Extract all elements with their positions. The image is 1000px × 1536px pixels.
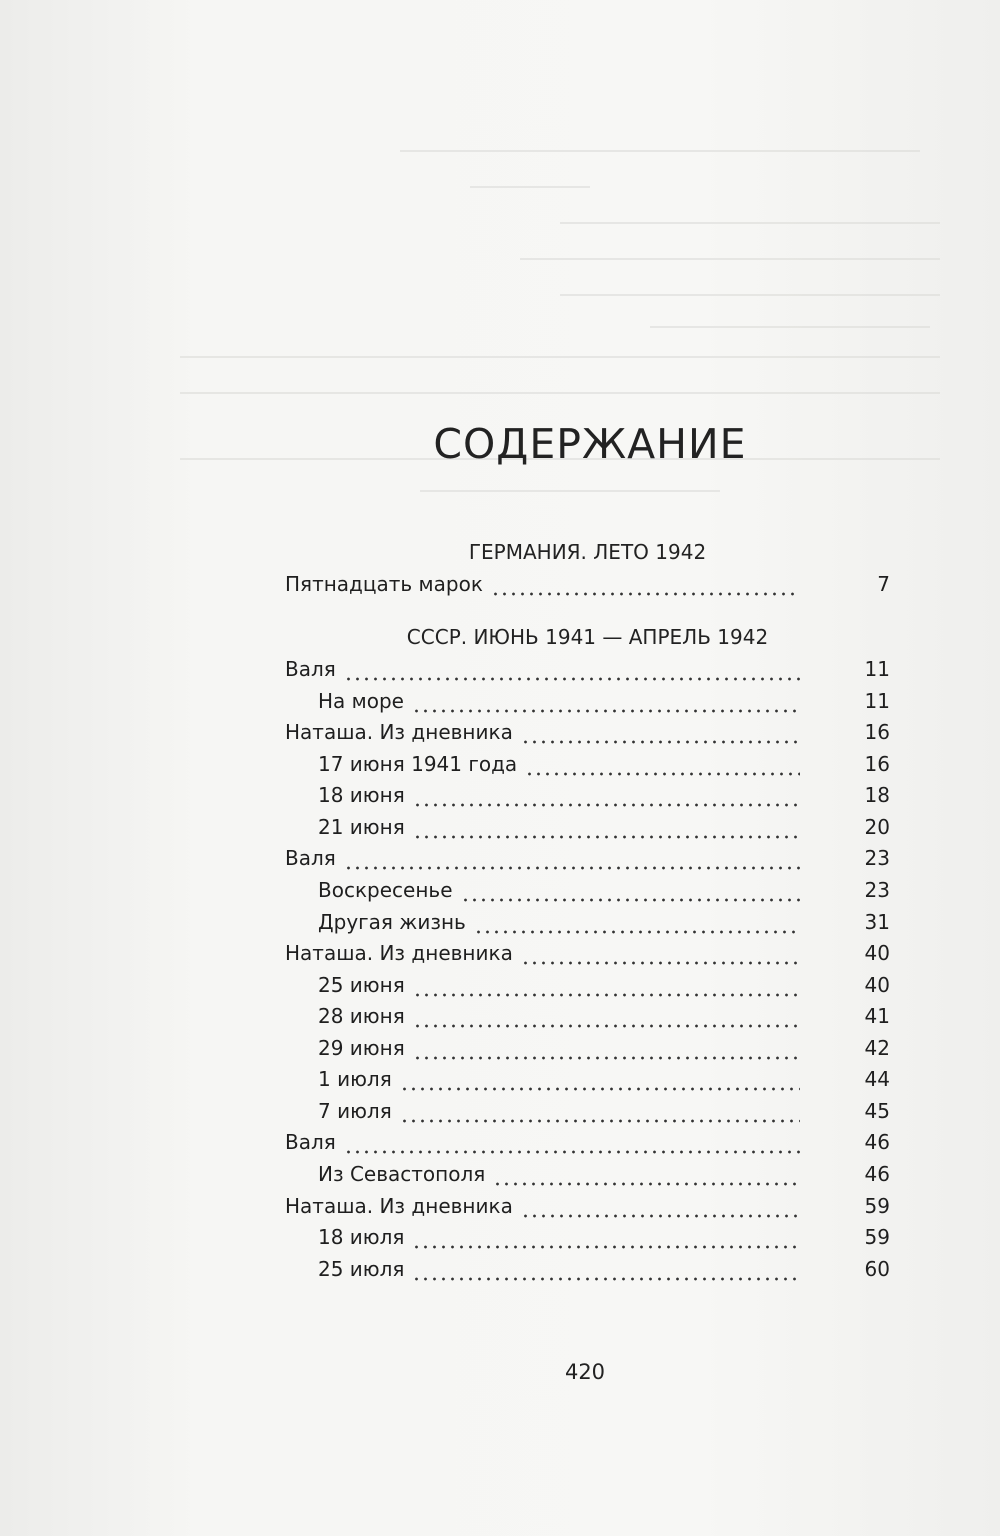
toc-subentry: [285, 1254, 890, 1284]
toc-entry-label: Пятнадцать марок: [285, 572, 483, 596]
toc-entry-page: 44: [864, 1067, 890, 1091]
toc-entry-label: 1 июля: [318, 1067, 392, 1091]
toc-entry-page: 23: [864, 878, 890, 902]
toc-entry-page: 40: [864, 941, 890, 965]
toc-entry-page: 42: [864, 1036, 890, 1060]
toc-entry-page: 40: [864, 973, 890, 997]
toc-subentry: [285, 812, 890, 842]
dot-leader: [400, 1096, 800, 1126]
toc-subentry: [285, 780, 890, 810]
toc-entry-page: 23: [864, 846, 890, 870]
toc-subentry: [285, 1001, 890, 1031]
toc-entry-page: 11: [864, 657, 890, 681]
show-through-line: [560, 294, 940, 296]
toc-subentry: [285, 1096, 890, 1126]
toc-subentry: [285, 1159, 890, 1189]
toc-entry-page: 20: [864, 815, 890, 839]
toc-entry-page: 31: [864, 910, 890, 934]
toc-entry: [285, 843, 890, 873]
show-through-line: [180, 356, 940, 358]
toc-entry: [285, 654, 890, 684]
show-through-line: [520, 258, 940, 260]
toc-subentry: [285, 907, 890, 937]
toc-entry-label: 18 июля: [318, 1225, 405, 1249]
toc-entry-page: 59: [864, 1225, 890, 1249]
toc-entry: [285, 569, 890, 599]
toc-subentry: [285, 749, 890, 779]
show-through-line: [470, 186, 590, 188]
toc-entry: [285, 938, 890, 968]
dot-leader: [491, 569, 800, 599]
dot-leader: [493, 1159, 800, 1189]
dot-leader: [344, 1127, 800, 1157]
show-through-line: [180, 392, 940, 394]
toc-entry-page: 45: [864, 1099, 890, 1123]
toc-entry: [285, 1127, 890, 1157]
show-through-line: [560, 222, 940, 224]
toc-subentry: [285, 875, 890, 905]
toc-entry-label: 25 июня: [318, 973, 405, 997]
show-through-line: [400, 150, 920, 152]
toc-entry-page: 60: [864, 1257, 890, 1281]
dot-leader: [525, 749, 800, 779]
page-number: 420: [564, 1360, 606, 1384]
dot-leader: [413, 812, 800, 842]
dot-leader: [521, 938, 800, 968]
toc-entry-label: 17 июня 1941 года: [318, 752, 518, 776]
toc-entry-label: 29 июня: [318, 1036, 405, 1060]
toc-entry-page: 46: [864, 1162, 890, 1186]
toc-entry-label: 21 июня: [318, 815, 405, 839]
toc-entry-label: Наташа. Из дневника: [285, 720, 513, 744]
toc-entry-page: 59: [864, 1194, 890, 1218]
toc-subentry: [285, 1222, 890, 1252]
toc-subentry: [285, 686, 890, 716]
show-through-line: [650, 326, 930, 328]
page-title: СОДЕРЖАНИЕ: [433, 420, 747, 468]
toc-entry-label: 18 июня: [318, 783, 405, 807]
toc-entry-label: 28 июня: [318, 1004, 405, 1028]
dot-leader: [344, 843, 800, 873]
dot-leader: [412, 686, 800, 716]
toc-entry-page: 46: [864, 1130, 890, 1154]
toc-entry-label: Валя: [285, 1130, 336, 1154]
toc-entry-label: 7 июля: [318, 1099, 392, 1123]
dot-leader: [413, 1033, 800, 1063]
toc-entry-label: Валя: [285, 657, 336, 681]
toc-entry: [285, 717, 890, 747]
show-through-line: [420, 490, 720, 492]
toc-entry-label: Наташа. Из дневника: [285, 941, 513, 965]
toc-entry-label: 25 июля: [318, 1257, 405, 1281]
dot-leader: [412, 1254, 800, 1284]
dot-leader: [461, 875, 800, 905]
dot-leader: [413, 1001, 800, 1031]
dot-leader: [521, 1191, 800, 1221]
dot-leader: [400, 1064, 800, 1094]
dot-leader: [413, 780, 800, 810]
toc-entry-label: На море: [318, 689, 404, 713]
toc-entry: [285, 1191, 890, 1221]
toc-entry-label: Из Севастополя: [318, 1162, 486, 1186]
dot-leader: [521, 717, 800, 747]
toc-entry-page: 41: [864, 1004, 890, 1028]
toc-entry-label: Воскресенье: [318, 878, 453, 902]
section-heading: СССР. ИЮНЬ 1941 — АПРЕЛЬ 1942: [406, 625, 769, 649]
section-heading: ГЕРМАНИЯ. ЛЕТО 1942: [468, 540, 707, 564]
dot-leader: [474, 907, 800, 937]
dot-leader: [413, 970, 800, 1000]
toc-entry-page: 7: [877, 572, 890, 596]
toc-entry-page: 18: [864, 783, 890, 807]
dot-leader: [412, 1222, 800, 1252]
toc-entry-page: 16: [864, 752, 890, 776]
toc-entry-label: Другая жизнь: [318, 910, 466, 934]
toc-entry-label: Наташа. Из дневника: [285, 1194, 513, 1218]
toc-subentry: [285, 1033, 890, 1063]
toc-entry-page: 16: [864, 720, 890, 744]
toc-subentry: [285, 1064, 890, 1094]
dot-leader: [344, 654, 800, 684]
toc-entry-label: Валя: [285, 846, 336, 870]
toc-subentry: [285, 970, 890, 1000]
toc-entry-page: 11: [864, 689, 890, 713]
